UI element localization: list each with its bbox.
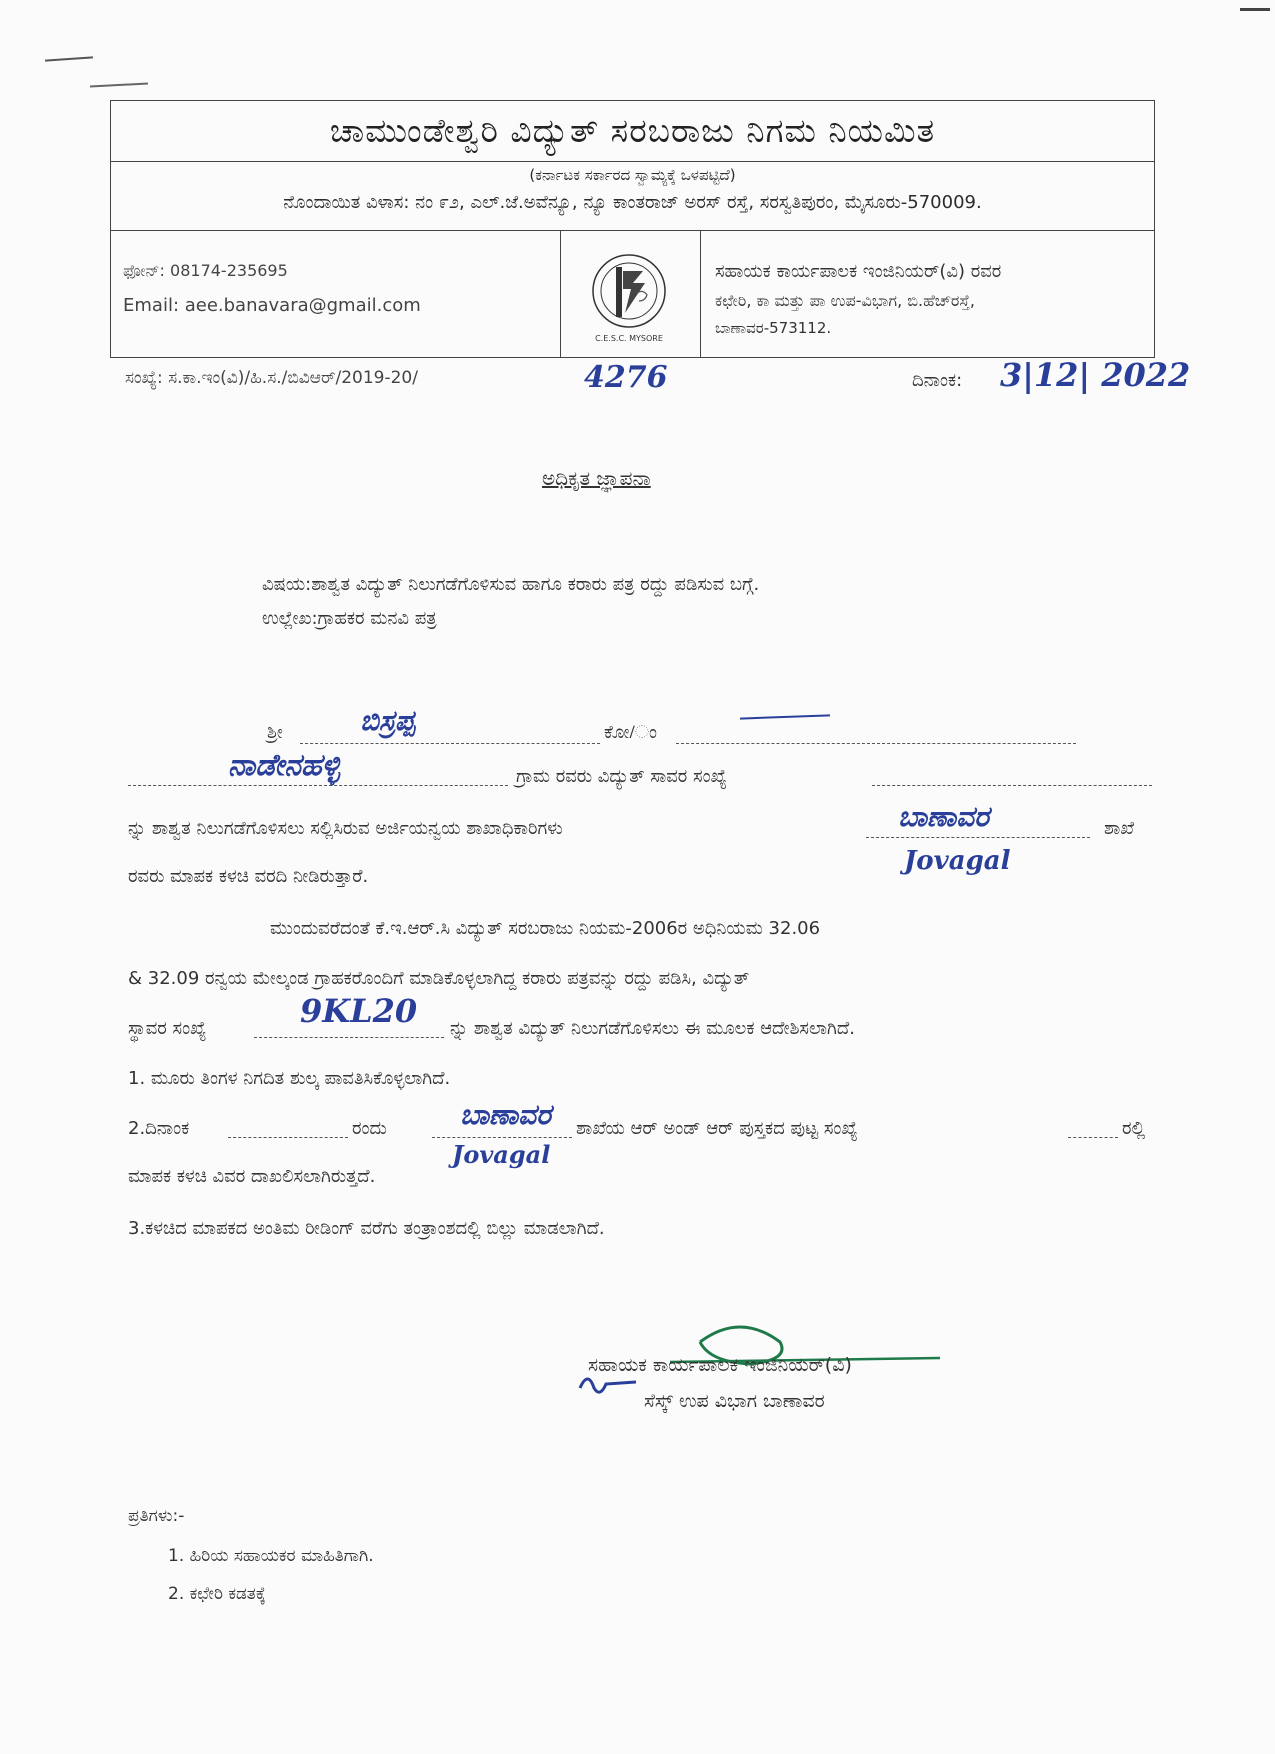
org-name-row [111, 101, 1154, 162]
date-handwritten: 3|12| 2022 [1000, 356, 1191, 394]
point-2-date-label: 2.ದಿನಾಂಕ [128, 1118, 190, 1139]
installation-label: ಸ್ಥಾವರ ಸಂಖ್ಯೆ [128, 1018, 207, 1039]
point-2-branch-handwritten: ಬಾಣಾವರ [460, 1098, 551, 1131]
village-name-handwritten: ನಾಡೇನಹಳ್ಳಿ [228, 748, 340, 783]
installation-number-handwritten: 9KL20 [300, 992, 418, 1030]
branch-name-handwritten: ಬಾಣಾವರ [898, 800, 989, 833]
point-2-branch-english-handwritten: Jovagal [452, 1140, 551, 1169]
date-label: ದಿನಾಂಕ: [912, 370, 963, 391]
ko-label: ಕೋ/ಂ [604, 722, 658, 743]
reference-number-label: ಸಂಖ್ಯೆ: ಸ.ಕಾ.ಇಂ(ವಿ)/ಹಿ.ಸ./ಬಿವಿಆರ್/2019-20/ [125, 368, 418, 388]
contact-cell [111, 231, 561, 357]
shri-label: ಶ್ರೀ [267, 722, 283, 743]
copy-item: 2. ಕಛೇರಿ ಕಡತಕ್ಕೆ [168, 1584, 266, 1604]
installation-blank [254, 1036, 444, 1038]
handwritten-stroke [740, 714, 830, 719]
page-number-blank [1068, 1136, 1118, 1138]
branch-name-english-handwritten: Jovagal [904, 846, 1011, 876]
point-2-mid: ರಂದು [352, 1118, 387, 1139]
signatory-designation: ಸಹಾಯಕ ಕಾರ್ಯಪಾಲಕ ಇಂಜಿನಿಯರ್(ವಿ) [588, 1354, 852, 1376]
cesc-logo-icon [561, 231, 701, 357]
father-name-blank [676, 742, 1076, 744]
registered-address-row [111, 162, 1154, 231]
phone-number: ಫೋನ್: 08174-235695 [123, 261, 288, 280]
point-2-suffix: ರಲ್ಲಿ [1122, 1118, 1146, 1139]
scan-mark [90, 82, 148, 87]
rr-number-blank [872, 784, 1152, 786]
application-text: ನ್ನು ಶಾಶ್ವತ ನಿಲುಗಡೆಗೊಳಿಸಲು ಸಲ್ಲಿಸಿರುವ ಅರ್ಜಿಯನ್ವಯ ಶಾಖಾಧಿಕಾರಿಗಳು [128, 818, 563, 839]
point-1: 1. ಮೂರು ತಿಂಗಳ ನಿಗದಿತ ಶುಲ್ಕ ಪಾವತಿಸಿಕೊಳ್ಳಲಾಗಿದೆ. [128, 1068, 451, 1089]
name-blank [300, 742, 600, 744]
point-2-line-2: ಮಾಪಕ ಕಳಚಿ ವಿವರ ದಾಖಲಿಸಲಾಗಿರುತ್ತದೆ. [128, 1166, 376, 1187]
scan-edge [1240, 8, 1270, 11]
office-cell [701, 231, 1154, 357]
org-name: ಚಾಮುಂಡೇಶ್ವರಿ ವಿದ್ಯುತ್ ಸರಬರಾಜು ನಿಗಮ ನಿಯಮಿತ [329, 111, 936, 150]
village-blank [128, 784, 508, 786]
ownership-subtitle: (ಕರ್ನಾಟಕ ಸರ್ಕಾರದ ಸ್ವಾಮ್ಯಕ್ಕೆ ಒಳಪಟ್ಟಿದೆ) [529, 166, 736, 184]
copy-item: 1. ಹಿರಿಯ ಸಹಾಯಕರ ಮಾಹಿತಿಗಾಗಿ. [168, 1546, 374, 1566]
office-line-2: ಕಛೇರಿ, ಕಾ ಮತ್ತು ಪಾ ಉಪ-ವಿಭಾಗ, ಬಿ.ಹೆಚ್‌ರಸ್ತೆ, [715, 291, 975, 310]
date-blank [228, 1136, 348, 1138]
regulation-line-2: & 32.09 ರನ್ವಯ ಮೇಲ್ಕಂಡ ಗ್ರಾಹಕರೊಂದಿಗೆ ಮಾಡಿಕೊಳ್ಳಲಾಗಿದ್ದ ಕರಾರು ಪತ್ರವನ್ನು ರದ್ದು ಪಡಿಸಿ, ವಿದ್ಯುತ್ [128, 968, 750, 989]
office-line-1: ಸಹಾಯಕ ಕಾರ್ಯಪಾಲಕ ಇಂಜಿನಿಯರ್(ವಿ) ರವರ [715, 261, 1002, 282]
letterhead-box [110, 100, 1155, 358]
branch-suffix: ಶಾಖೆ [1104, 818, 1135, 839]
email-address: Email: aee.banavara@gmail.com [123, 295, 421, 316]
scan-mark [45, 56, 93, 61]
logo-text: C.E.S.C. MYSORE [595, 334, 663, 343]
point-2-branch-blank [432, 1136, 572, 1138]
registered-address: ನೊಂದಾಯಿತ ವಿಳಾಸ: ನಂ ೯೨, ಎಲ್.ಜೆ.ಅವೆನ್ಯೂ, ನ್ಯೂ ಕಾಂತರಾಜ್ ಅರಸ್ ರಸ್ತೆ, ಸರಸ್ವತಿಪುರಂ, ಮೈಸೂರು-570009. [283, 192, 982, 213]
office-line-3: ಬಾಣಾವರ-573112. [715, 319, 832, 337]
consumer-name-handwritten: ಬಿಸ್ರಪ್ಪ [360, 704, 415, 737]
reference-number-handwritten: 4276 [584, 360, 668, 395]
logo-cell [561, 231, 701, 357]
report-text: ರವರು ಮಾಪಕ ಕಳಚಿ ವರದಿ ನೀಡಿರುತ್ತಾರೆ. [128, 866, 369, 887]
point-3: 3.ಕಳಚಿದ ಮಾಪಕದ ಅಂತಿಮ ರೀಡಿಂಗ್ ವರೆಗು ತಂತ್ರಾಂಶದಲ್ಲಿ ಬಿಲ್ಲು ಮಾಡಲಾಗಿದೆ. [128, 1218, 605, 1239]
village-text: ಗ್ರಾಮ ರವರು ವಿದ್ಯುತ್ ಸಾವರ ಸಂಖ್ಯೆ [516, 766, 727, 787]
signatory-office: ಸೆಸ್ಕ್ ಉಪ ವಿಭಾಗ ಬಾಣಾವರ [644, 1390, 825, 1412]
memo-title: ಅಧಿಕೃತ ಜ್ಞಾಪನಾ [542, 466, 651, 490]
branch-blank [866, 836, 1090, 838]
point-2-text: ಶಾಖೆಯ ಆರ್ ಅಂಡ್ ಆರ್ ಪುಸ್ತಕದ ಪುಟ್ಟ ಸಂಖ್ಯೆ [576, 1118, 858, 1139]
copies-label: ಪ್ರತಿಗಳು:- [128, 1506, 185, 1526]
order-text: ನ್ನು ಶಾಶ್ವತ ವಿದ್ಯುತ್ ನಿಲುಗಡೆಗೊಳಿಸಲು ಈ ಮೂಲಕ ಆದೇಶಿಸಲಾಗಿದೆ. [450, 1018, 855, 1039]
subject-line: ವಿಷಯ:ಶಾಶ್ವತ ವಿದ್ಯುತ್ ನಿಲುಗಡೆಗೊಳಿಸುವ ಹಾಗೂ ಕರಾರು ಪತ್ರ ರದ್ದು ಪಡಿಸುವ ಬಗ್ಗೆ. [262, 574, 760, 595]
regulation-line-1: ಮುಂದುವರೆದಂತೆ ಕೆ.ಇ.ಆರ್.ಸಿ ವಿದ್ಯುತ್ ಸರಬರಾಜು ನಿಯಮ-2006ರ ಅಧಿನಿಯಮ 32.06 [270, 918, 821, 939]
reference-line: ಉಲ್ಲೇಖ:ಗ್ರಾಹಕರ ಮನವಿ ಪತ್ರ [262, 608, 437, 629]
